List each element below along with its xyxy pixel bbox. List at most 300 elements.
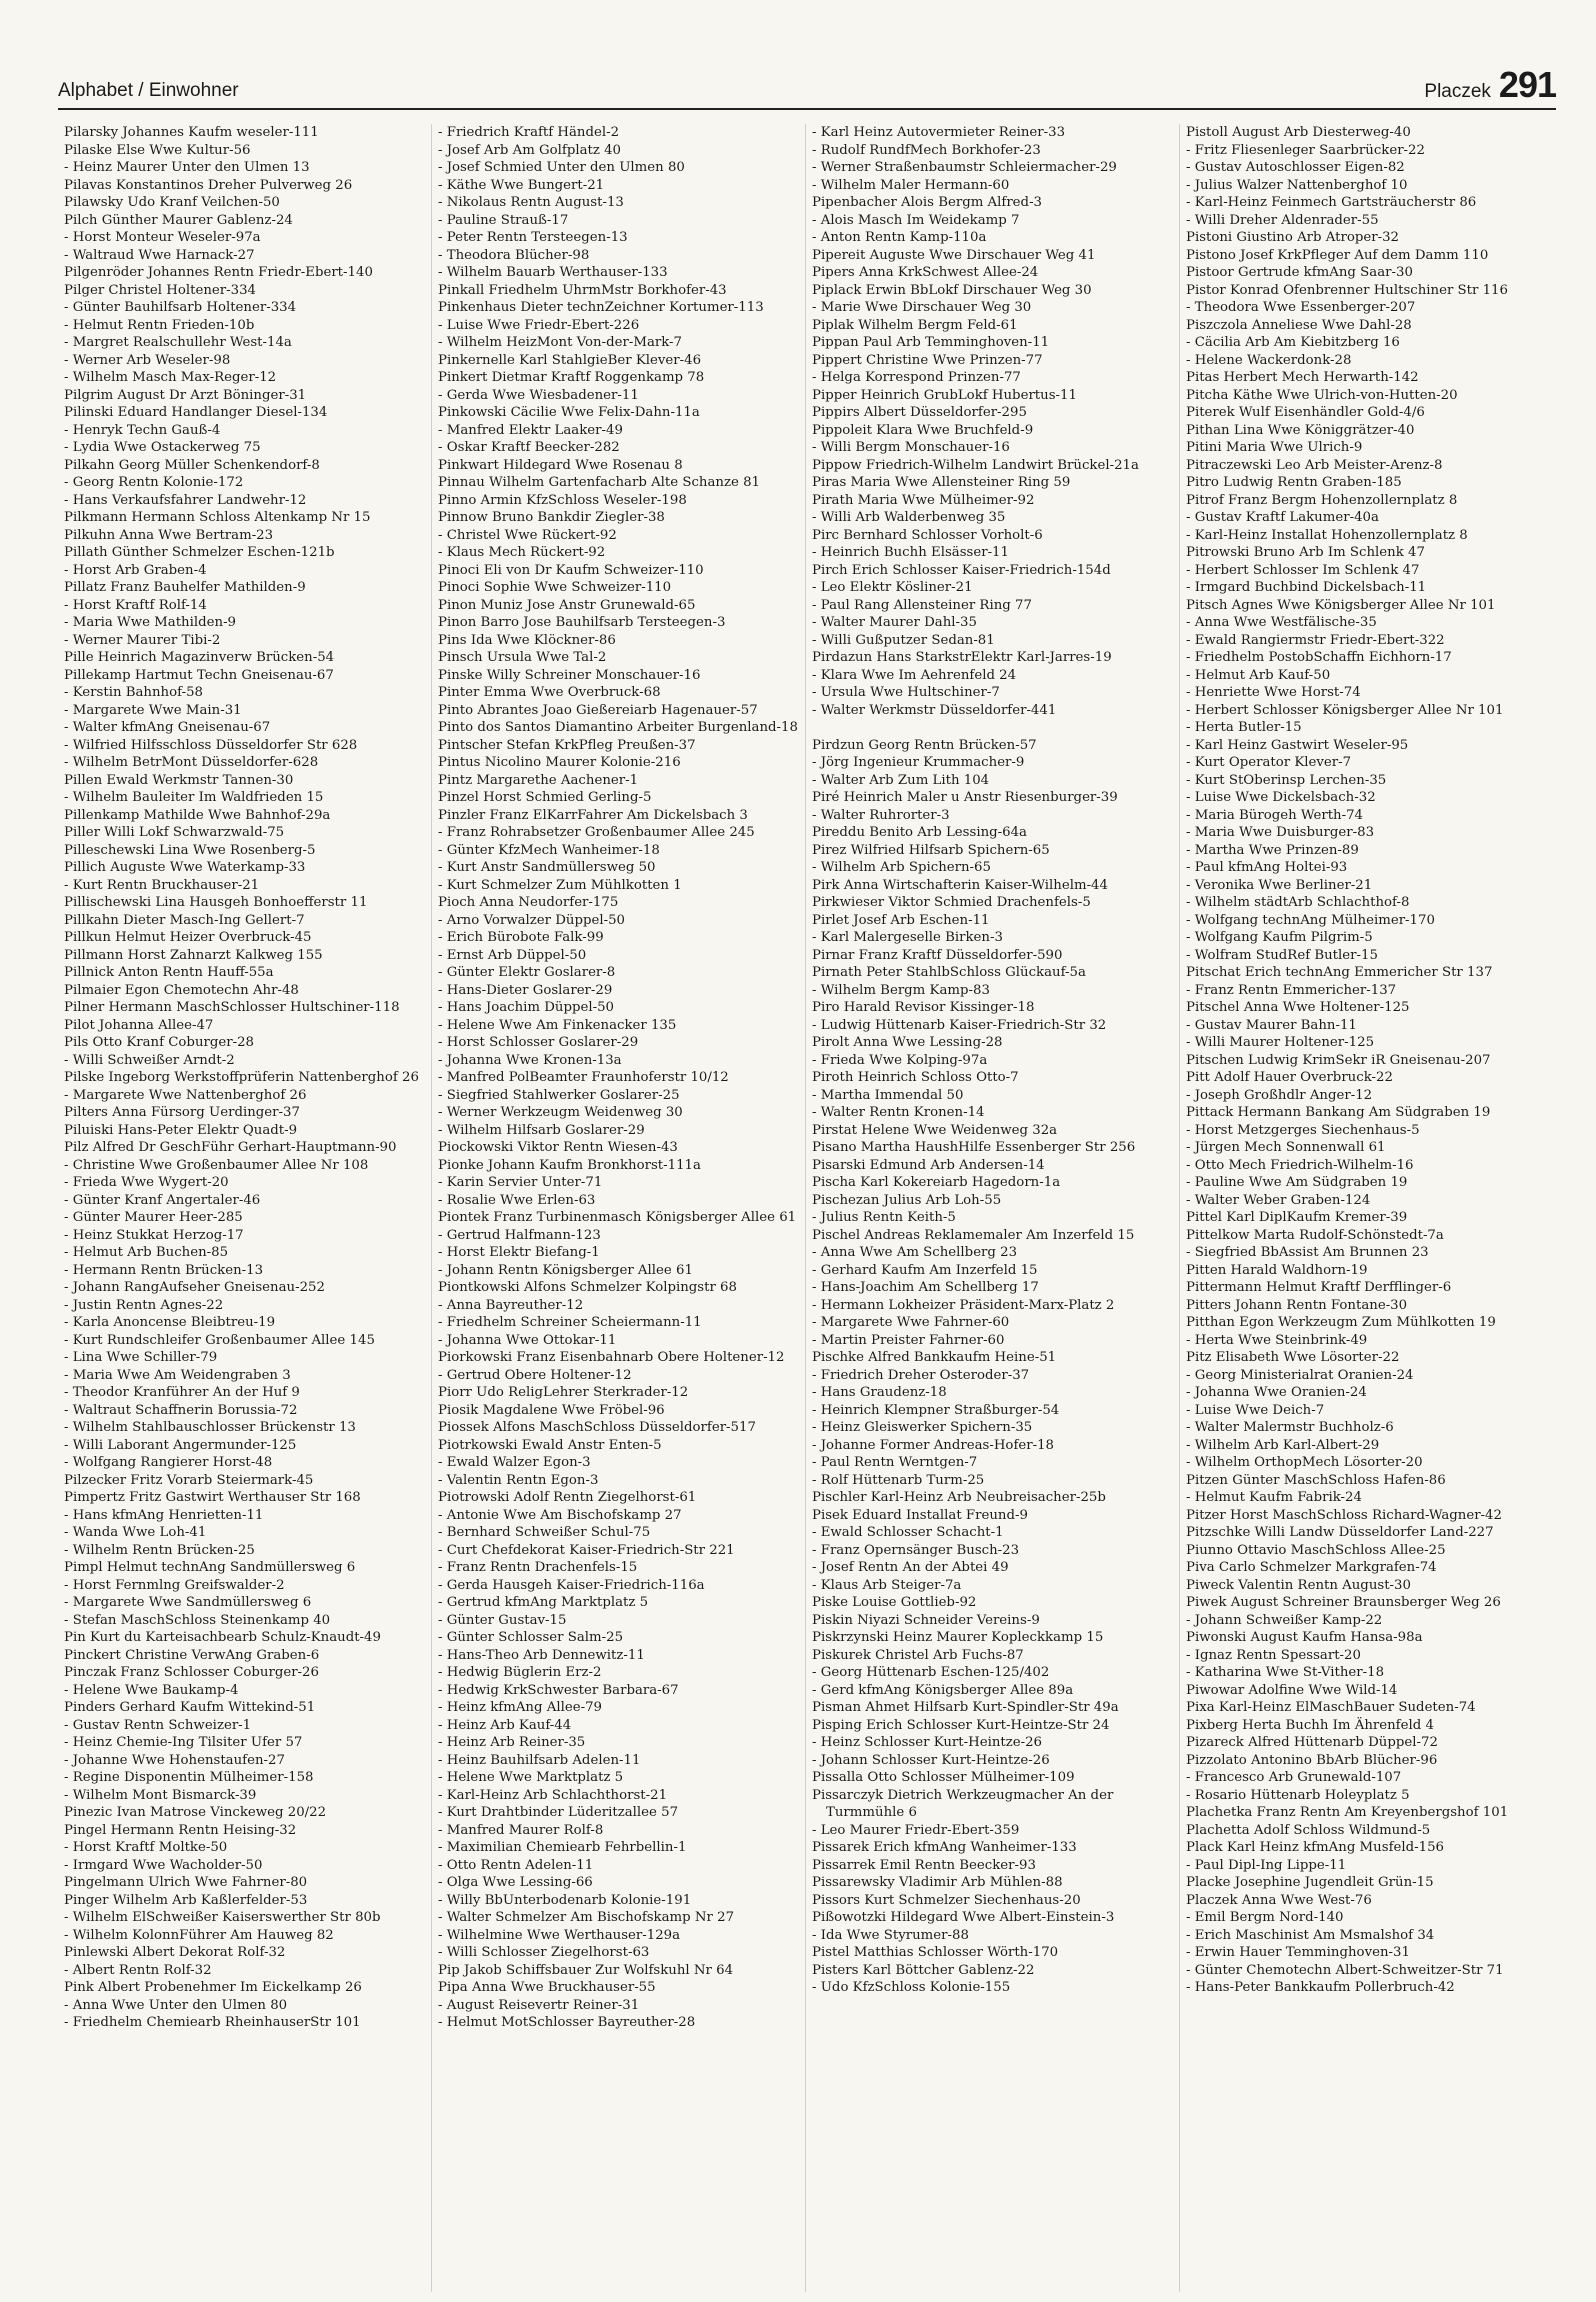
directory-entry: - Heinz kfmAng Allee-79 [438, 1700, 602, 1715]
directory-entry: - Luise Wwe Deich-7 [1186, 1402, 1325, 1418]
directory-entry: - Friedrich Dreher Osteroder-37 [812, 1367, 1030, 1383]
directory-entry: Pip Jakob Schiffsbauer Zur Wolfskuhl Nr 64 [438, 1962, 734, 1978]
directory-entry: Pilkahn Georg Müller Schenkendorf-8 [64, 457, 320, 473]
directory-entry: Pitschel Anna Wwe Holtener-125 [1186, 1000, 1410, 1015]
directory-entry: Pischezan Julius Arb Loh-55 [812, 1192, 1002, 1208]
directory-entry: - Wilhelm Maler Hermann-60 [812, 177, 1010, 193]
directory-entry: - Karl Malergeselle Birken-3 [812, 930, 1003, 945]
directory-entry: Pitzer Horst MaschSchloss Richard-Wagner-42 [1186, 1507, 1502, 1523]
directory-entry: - Wilhelm Mont Bismarck-39 [64, 1787, 257, 1803]
directory-entry: - Günter Bauhilfsarb Holtener-334 [64, 300, 297, 315]
directory-entry: - Maria Wwe Am Weidengraben 3 [64, 1367, 291, 1383]
directory-entry: - August Reisevertr Reiner-31 [438, 1997, 640, 2013]
directory-entry: Plachetta Adolf Schloss Wildmund-5 [1186, 1822, 1431, 1838]
directory-entry: - Kurt StOberinsp Lerchen-35 [1186, 772, 1387, 788]
directory-entry: - Gerd kfmAng Königsberger Allee 89a [812, 1682, 1074, 1698]
directory-entry: - Manfred Maurer Rolf-8 [438, 1822, 604, 1838]
directory-entry: - Karl Heinz Gastwirt Weseler-95 [1186, 737, 1409, 753]
directory-entry: - Franz Rohrabsetzer Großenbaumer Allee 245 [438, 825, 755, 840]
directory-entry: - Hans kfmAng Henrietten-11 [64, 1507, 264, 1523]
directory-entry: - Ewald Rangiermstr Friedr-Ebert-322 [1186, 632, 1445, 648]
directory-entry: Piwek August Schreiner Braunsberger Weg 26 [1186, 1595, 1501, 1610]
directory-entry: - Helene Wwe Marktplatz 5 [438, 1770, 624, 1785]
directory-entry: - Julius Rentn Keith-5 [812, 1210, 956, 1225]
directory-entry: - Helmut Kaufm Fabrik-24 [1186, 1490, 1362, 1505]
directory-entry: - Helmut MotSchlosser Bayreuther-28 [438, 2015, 696, 2030]
directory-entry: Piskrzynski Heinz Maurer Kopleckkamp 15 [812, 1630, 1104, 1645]
directory-entry: - Margarete Wwe Fahrner-60 [812, 1315, 1010, 1330]
directory-entry: - Maria Wwe Mathilden-9 [64, 615, 237, 630]
directory-entry: Piszczola Anneliese Wwe Dahl-28 [1186, 317, 1412, 333]
directory-entry: - Kurt Schmelzer Zum Mühlkotten 1 [438, 877, 682, 893]
directory-entry: - Rosalie Wwe Erlen-63 [438, 1192, 596, 1208]
directory-entry: - Ludwig Hüttenarb Kaiser-Friedrich-Str 32 [812, 1017, 1107, 1033]
directory-entry: Piroth Heinrich Schloss Otto-7 [812, 1070, 1019, 1085]
directory-entry: Pissalla Otto Schlosser Mülheimer-109 [812, 1770, 1075, 1785]
directory-entry: - Erich Maschinist Am Msmalshof 34 [1186, 1927, 1435, 1943]
directory-entry: - Alois Masch Im Weidekamp 7 [812, 212, 1020, 228]
directory-entry: - Hans-Peter Bankkaufm Pollerbruch-42 [1186, 1980, 1455, 1995]
directory-entry: - Friedhelm PostobSchaffn Eichhorn-17 [1186, 650, 1452, 665]
directory-entry: Pithan Lina Wwe Königgrätzer-40 [1186, 422, 1415, 438]
directory-entry: - Theodor Kranführer An der Huf 9 [64, 1385, 300, 1400]
directory-entry: Pittack Hermann Bankang Am Südgraben 19 [1186, 1105, 1491, 1120]
directory-entry: - Anna Wwe Unter den Ulmen 80 [64, 1997, 288, 2013]
directory-entry: Piunno Ottavio MaschSchloss Allee-25 [1186, 1542, 1446, 1558]
directory-entry: - Walter Malermstr Buchholz-6 [1186, 1420, 1394, 1435]
directory-entry: - Gustav Kraftf Lakumer-40a [1186, 510, 1379, 525]
directory-entry: - Walter Werkmstr Düsseldorfer-441 [812, 702, 1057, 718]
directory-entry: Pissarewsky Vladimir Arb Mühlen-88 [812, 1875, 1063, 1890]
directory-entry: - Hermann Lokheizer Präsident-Marx-Platz 2 [812, 1297, 1115, 1313]
directory-entry: - Francesco Arb Grunewald-107 [1186, 1770, 1402, 1785]
directory-entry: - Gustav Rentn Schweizer-1 [64, 1717, 252, 1733]
directory-entry: Pimpertz Fritz Gastwirt Werthauser Str 168 [64, 1490, 361, 1505]
directory-entry: Pinoci Sophie Wwe Schweizer-110 [438, 580, 672, 595]
directory-entry: Piterek Wulf Eisenhändler Gold-4/6 [1186, 405, 1425, 420]
directory-entry: - Gertrud Halfmann-123 [438, 1227, 601, 1243]
directory-entry: - Helmut Arb Kauf-50 [1186, 667, 1331, 683]
directory-entry: - Friedrich Kraftf Händel-2 [438, 125, 620, 140]
directory-entry: - Kurt Rentn Bruckhauser-21 [64, 877, 260, 893]
directory-entry: - Gustav Autoschlosser Eigen-82 [1186, 160, 1405, 175]
directory-entry: - Walter kfmAng Gneisenau-67 [64, 720, 271, 735]
directory-entry: - Willi Schlosser Ziegelhorst-63 [438, 1945, 650, 1960]
directory-entry: - Wilhelm Arb Spichern-65 [812, 860, 991, 875]
directory-entry: - Siegfried BbAssist Am Brunnen 23 [1186, 1245, 1429, 1260]
directory-entry: - Henriette Wwe Horst-74 [1186, 685, 1361, 700]
directory-entry: - Walter Weber Graben-124 [1186, 1192, 1371, 1208]
directory-entry: - Georg Hüttenarb Eschen-125/402 [812, 1665, 1050, 1680]
directory-entry: Placke Josephine Jugendleit Grün-15 [1186, 1875, 1434, 1890]
directory-entry: Pillath Günther Schmelzer Eschen-121b [64, 545, 335, 560]
column-1 [58, 124, 432, 2292]
directory-entry: Pionke Johann Kaufm Bronkhorst-111a [438, 1157, 701, 1173]
directory-entry: - Walter Ruhrorter-3 [812, 807, 950, 823]
directory-entry: Pipenbacher Alois Bergm Alfred-3 [812, 195, 1043, 210]
directory-entry: Pistor Konrad Ofenbrenner Hultschiner Str 116 [1186, 282, 1508, 298]
directory-entry: - Johanna Wwe Ottokar-11 [438, 1332, 617, 1348]
directory-entry: Pittelkow Marta Rudolf-Schönstedt-7a [1186, 1227, 1444, 1243]
directory-entry: - Willi Gußputzer Sedan-81 [812, 632, 995, 648]
directory-entry: Pirk Anna Wirtschafterin Kaiser-Wilhelm-44 [812, 877, 1108, 893]
directory-entry: - Horst Monteur Weseler-97a [64, 230, 261, 245]
directory-entry: - Frieda Wwe Kolping-97a [812, 1052, 988, 1068]
directory-entry: Pitthan Egon Werkzeugm Zum Mühlkotten 19 [1186, 1315, 1496, 1330]
directory-entry: - Franz Rentn Emmericher-137 [1186, 982, 1397, 998]
directory-entry: - Werner Werkzeugm Weidenweg 30 [438, 1105, 683, 1120]
directory-entry: - Günter Chemotechn Albert-Schweitzer-Str 71 [1186, 1962, 1504, 1978]
directory-entry: Pinkall Friedhelm UhrmMstr Borkhofer-43 [438, 282, 727, 298]
directory-entry: Pittel Karl DiplKaufm Kremer-39 [1186, 1210, 1408, 1225]
directory-entry: Pinto Abrantes Joao Gießereiarb Hagenauer-57 [438, 702, 758, 718]
directory-entry: Pingel Hermann Rentn Heising-32 [64, 1822, 297, 1838]
directory-entry: - Günter Kranf Angertaler-46 [64, 1192, 261, 1208]
directory-entry: - Wilhelm KolonnFührer Am Hauweg 82 [64, 1927, 334, 1943]
directory-entry: Pink Albert Probenehmer Im Eickelkamp 26 [64, 1980, 362, 1995]
directory-entry: Pinzel Horst Schmied Gerling-5 [438, 790, 652, 805]
directory-entry: - Willi Laborant Angermunder-125 [64, 1437, 297, 1453]
directory-entry: Piosik Magdalene Wwe Fröbel-96 [438, 1402, 665, 1418]
directory-entry: - Margarete Wwe Main-31 [64, 702, 242, 718]
directory-entry: - Heinz Arb Kauf-44 [438, 1717, 572, 1733]
directory-entry: Pinnow Bruno Bankdir Ziegler-38 [438, 510, 665, 525]
directory-entry: - Johanne Wwe Hohenstaufen-27 [64, 1752, 285, 1768]
directory-entry: Pilarsky Johannes Kaufm weseler-111 [64, 125, 319, 140]
directory-entry: Pipa Anna Wwe Bruckhauser-55 [438, 1980, 656, 1995]
directory-entry: Pioch Anna Neudorfer-175 [438, 895, 619, 910]
directory-entry: Pilot Johanna Allee-47 [64, 1017, 214, 1033]
directory-entry: Pitzen Günter MaschSchloss Hafen-86 [1186, 1472, 1446, 1488]
directory-entry: Pisters Karl Böttcher Gablenz-22 [812, 1962, 1035, 1978]
directory-entry: Pinzler Franz ElKarrFahrer Am Dickelsbach 3 [438, 807, 748, 823]
directory-entry: Piplack Erwin BbLokf Dirschauer Weg 30 [812, 282, 1092, 298]
directory-entry: - Antonie Wwe Am Bischofskamp 27 [438, 1507, 682, 1523]
directory-entry: Pilger Christel Holtener-334 [64, 282, 257, 298]
directory-entry: - Horst Elektr Biefang-1 [438, 1245, 600, 1260]
directory-entry: - Veronika Wwe Berliner-21 [1186, 877, 1373, 893]
directory-entry: - Wilhelm BetrMont Düsseldorfer-628 [64, 755, 319, 770]
directory-entry: - Heinz Schlosser Kurt-Heintze-26 [812, 1735, 1043, 1750]
directory-entry: Pilz Alfred Dr GeschFühr Gerhart-Hauptmann-90 [64, 1140, 397, 1155]
directory-entry: - Lina Wwe Schiller-79 [64, 1350, 218, 1365]
directory-entry: Pinders Gerhard Kaufm Wittekind-51 [64, 1700, 316, 1715]
directory-entry: Pitcha Käthe Wwe Ulrich-von-Hutten-20 [1186, 387, 1458, 403]
directory-entry: - Kurt Rundschleifer Großenbaumer Allee 145 [64, 1332, 375, 1348]
directory-entry: - Walter Arb Zum Lith 104 [812, 772, 990, 788]
directory-entry: - Hedwig Büglerin Erz-2 [438, 1665, 602, 1680]
directory-entry: Pischa Karl Kokereiarb Hagedorn-1a [812, 1175, 1061, 1190]
directory-entry: - Wilhelm ElSchweißer Kaiserswerther Str 80b [64, 1910, 381, 1925]
directory-entry: - Wolfram StudRef Butler-15 [1186, 947, 1378, 963]
directory-entry: Piossek Alfons MaschSchloss Düsseldorfer-517 [438, 1420, 756, 1435]
directory-entry: - Margarete Wwe Nattenberghof 26 [64, 1087, 307, 1103]
directory-entry: Piontek Franz Turbinenmasch Königsberger Allee 61 [438, 1210, 797, 1225]
directory-entry: - Arno Vorwalzer Düppel-50 [438, 912, 626, 928]
directory-entry: Pillenkamp Mathilde Wwe Bahnhof-29a [64, 807, 331, 823]
directory-entry: Pissors Kurt Schmelzer Siechenhaus-20 [812, 1892, 1081, 1908]
directory-entry: Pilkmann Hermann Schloss Altenkamp Nr 15 [64, 510, 371, 525]
page-number: 291 [1498, 64, 1556, 105]
directory-entry: - Wolfgang technAng Mülheimer-170 [1186, 912, 1435, 928]
directory-entry: - Helene Wwe Am Finkenacker 135 [438, 1017, 677, 1033]
directory-entry: Piske Louise Gottlieb-92 [812, 1595, 977, 1610]
directory-entry: - Paul Rentn Werntgen-7 [812, 1455, 978, 1470]
directory-entry: Plachetka Franz Rentn Am Kreyenbergshof 101 [1186, 1805, 1509, 1820]
directory-entry: Pissarrek Emil Rentn Beecker-93 [812, 1857, 1036, 1873]
directory-entry: - Walter Maurer Dahl-35 [812, 615, 977, 630]
directory-entry: - Pauline Strauß-17 [438, 212, 569, 228]
directory-entry: - Gertrud kfmAng Marktplatz 5 [438, 1595, 649, 1610]
directory-entry: - Günter Schlosser Salm-25 [438, 1630, 624, 1645]
directory-entry: Piweck Valentin Rentn August-30 [1186, 1577, 1411, 1593]
directory-entry: Pils Otto Kranf Coburger-28 [64, 1035, 255, 1050]
directory-entry: - Walter Rentn Kronen-14 [812, 1105, 985, 1120]
directory-entry: Pirolt Anna Wwe Lessing-28 [812, 1035, 1003, 1050]
directory-entry: Pissarczyk Dietrich Werkzeugmacher An der Turmmühle 6 [812, 1787, 1114, 1820]
directory-entry: - Christel Wwe Rückert-92 [438, 527, 617, 543]
directory-entry: Pitschat Erich technAng Emmericher Str 137 [1186, 965, 1493, 980]
directory-entry: Pistoni Giustino Arb Atroper-32 [1186, 230, 1399, 245]
directory-entry: - Helene Wackerdonk-28 [1186, 352, 1352, 368]
directory-entry: - Georg Rentn Kolonie-172 [64, 475, 244, 490]
directory-entry: - Ernst Arb Düppel-50 [438, 947, 587, 963]
directory-entry: Pinon Barro Jose Bauhilfsarb Tersteegen-3 [438, 615, 726, 630]
directory-entry: - Regine Disponentin Mülheimer-158 [64, 1770, 314, 1785]
directory-entry: - Cäcilia Arb Am Kiebitzberg 16 [1186, 335, 1400, 350]
directory-entry: Pins Ida Wwe Klöckner-86 [438, 632, 616, 648]
directory-entry: - Otto Rentn Adelen-11 [438, 1857, 594, 1873]
directory-entry: - Peter Rentn Tersteegen-13 [438, 230, 628, 245]
directory-entry: Pilmaier Egon Chemotechn Ahr-48 [64, 982, 299, 998]
directory-entry: Pilavas Konstantinos Dreher Pulverweg 26 [64, 177, 353, 193]
directory-entry: - Hedwig KrkSchwester Barbara-67 [438, 1682, 679, 1698]
directory-entry: - Martha Immendal 50 [812, 1087, 964, 1103]
directory-entry: Pinckert Christine VerwAng Graben-6 [64, 1647, 320, 1663]
directory-entry: Pinlewski Albert Dekorat Rolf-32 [64, 1945, 286, 1960]
directory-entry: Pinoci Eli von Dr Kaufm Schweizer-110 [438, 562, 704, 578]
directory-entry: Pillmann Horst Zahnarzt Kalkweg 155 [64, 947, 323, 963]
directory-entry: - Gerda Wwe Wiesbadener-11 [438, 387, 639, 403]
directory-entry: - Wilfried Hilfsschloss Düsseldorfer Str 628 [64, 737, 358, 753]
directory-entry: Pittermann Helmut Kraftf Derfflinger-6 [1186, 1280, 1452, 1295]
directory-entry: - Karin Servier Unter-71 [438, 1175, 603, 1190]
directory-entry: - Hans Verkaufsfahrer Landwehr-12 [64, 492, 307, 508]
directory-entry: - Heinz Bauhilfsarb Adelen-11 [438, 1752, 641, 1768]
directory-entry: - Karl-Heinz Installat Hohenzollernplatz 8 [1186, 527, 1468, 543]
directory-entry: - Ida Wwe Styrumer-88 [812, 1927, 969, 1943]
directory-entry: Pirez Wilfried Hilfsarb Spichern-65 [812, 842, 1050, 858]
directory-entry: Pinno Armin KfzSchloss Weseler-198 [438, 492, 687, 508]
directory-entry: - Franz Rentn Drachenfels-15 [438, 1560, 638, 1575]
directory-entry: - Theodora Blücher-98 [438, 247, 590, 263]
directory-entry: - Gerhard Kaufm Am Inzerfeld 15 [812, 1262, 1038, 1278]
directory-entry: Pischel Andreas Reklamemaler Am Inzerfeld 15 [812, 1227, 1135, 1243]
directory-entry: - Wilhelm Arb Karl-Albert-29 [1186, 1437, 1380, 1453]
directory-entry: - Maria Wwe Duisburger-83 [1186, 825, 1375, 840]
directory-entry: - Günter KfzMech Wanheimer-18 [438, 842, 660, 858]
directory-entry: - Ewald Walzer Egon-3 [438, 1455, 591, 1470]
directory-entry: - Albert Rentn Rolf-32 [64, 1962, 212, 1978]
directory-entry: Pilters Anna Fürsorg Uerdinger-37 [64, 1105, 300, 1120]
directory-entry: - Luise Wwe Dickelsbach-32 [1186, 790, 1376, 805]
directory-entry: - Anton Rentn Kamp-110a [812, 230, 987, 245]
directory-entry: Pillich Auguste Wwe Waterkamp-33 [64, 860, 306, 875]
directory-entry: - Gertrud Obere Holtener-12 [438, 1367, 632, 1383]
directory-entry: - Karla Anoncense Bleibtreu-19 [64, 1315, 276, 1330]
directory-entry: Pipper Heinrich GrubLokf Hubertus-11 [812, 387, 1077, 403]
directory-entry: - Hans Graudenz-18 [812, 1385, 947, 1400]
directory-entry: Pirstat Helene Wwe Weidenweg 32a [812, 1122, 1058, 1138]
directory-entry: Pirch Erich Schlosser Kaiser-Friedrich-154d [812, 562, 1111, 578]
directory-entry: Pintus Nicolino Maurer Kolonie-216 [438, 755, 681, 770]
directory-entry: - Ignaz Rentn Spessart-20 [1186, 1647, 1361, 1663]
page-name: Placzek [1424, 81, 1491, 102]
directory-entry: - Karl Heinz Autovermieter Reiner-33 [812, 125, 1066, 140]
directory-entry: Piva Carlo Schmelzer Markgrafen-74 [1186, 1560, 1437, 1575]
directory-entry: Pitro Ludwig Rentn Graben-185 [1186, 475, 1402, 490]
directory-entry: - Rosario Hüttenarb Holeyplatz 5 [1186, 1787, 1410, 1803]
directory-entry: - Wanda Wwe Loh-41 [64, 1525, 207, 1540]
directory-entry: Piskin Niyazi Schneider Vereins-9 [812, 1612, 1040, 1628]
directory-entry: - Wilhelm städtArb Schlachthof-8 [1186, 895, 1410, 910]
directory-entry: - Willi Dreher Aldenrader-55 [1186, 212, 1379, 228]
directory-entry: Pitschen Ludwig KrimSekr iR Gneisenau-207 [1186, 1052, 1491, 1068]
directory-entry: - Wolfgang Kaufm Pilgrim-5 [1186, 930, 1373, 945]
directory-entry: - Jörg Ingenieur Krummacher-9 [812, 755, 1025, 770]
directory-entry: - Johann RangAufseher Gneisenau-252 [64, 1280, 325, 1295]
directory-entry: - Luise Wwe Friedr-Ebert-226 [438, 317, 640, 333]
directory-entry: - Friedhelm Schreiner Scheiermann-11 [438, 1315, 702, 1330]
directory-entry: - Bernhard Schweißer Schul-75 [438, 1525, 651, 1540]
directory-entry: Pizzolato Antonino BbArb Blücher-96 [1186, 1752, 1438, 1768]
directory-entry: Pilgrim August Dr Arzt Böninger-31 [64, 387, 307, 403]
directory-entry: Pipers Anna KrkSchwest Allee-24 [812, 265, 1039, 280]
directory-entry: - Waltraud Wwe Harnack-27 [64, 247, 255, 263]
directory-entry: Pinkert Dietmar Kraftf Roggenkamp 78 [438, 370, 705, 385]
directory-entry: Piro Harald Revisor Kissinger-18 [812, 1000, 1035, 1015]
directory-entry: Piwonski August Kaufm Hansa-98a [1186, 1630, 1423, 1645]
directory-entry: Pinske Willy Schreiner Monschauer-16 [438, 667, 701, 683]
directory-entry: Piorkowski Franz Eisenbahnarb Obere Holtener-12 [438, 1350, 785, 1365]
directory-entry: Pirnath Peter StahlbSchloss Glückauf-5a [812, 965, 1086, 980]
directory-entry: Pinger Wilhelm Arb Kaßlerfelder-53 [64, 1892, 308, 1908]
directory-entry: Pilaske Else Wwe Kultur-56 [64, 142, 251, 158]
directory-entry: Pippan Paul Arb Temminghoven-11 [812, 335, 1050, 350]
directory-entry: - Kerstin Bahnhof-58 [64, 685, 203, 700]
directory-entry: - Heinz Gleiswerker Spichern-35 [812, 1420, 1033, 1435]
directory-entry: Pirc Bernhard Schlosser Vorholt-6 [812, 527, 1043, 543]
directory-entry: Pisping Erich Schlosser Kurt-Heintze-Str 24 [812, 1717, 1110, 1733]
directory-entry: - Maximilian Chemiearb Fehrbellin-1 [438, 1840, 687, 1855]
directory-entry: - Anna Wwe Westfälische-35 [1186, 615, 1377, 630]
directory-entry: Pirdzun Georg Rentn Brücken-57 [812, 737, 1037, 753]
directory-entry: - Wilhelm Masch Max-Reger-12 [64, 370, 277, 385]
directory-entry: Pinto dos Santos Diamantino Arbeiter Burgenland-18 [438, 720, 798, 735]
directory-columns [58, 124, 1556, 2292]
directory-entry: - Hans-Dieter Goslarer-29 [438, 982, 613, 998]
directory-entry: - Kurt Drahtbinder Lüderitzallee 57 [438, 1805, 679, 1820]
directory-entry: Pitrowski Bruno Arb Im Schlenk 47 [1186, 545, 1425, 560]
directory-entry: Pitters Johann Rentn Fontane-30 [1186, 1297, 1408, 1313]
directory-entry: - Helmut Rentn Frieden-10b [64, 317, 255, 333]
directory-entry: Pistono Josef KrkPfleger Auf dem Damm 110 [1186, 247, 1489, 263]
directory-entry: Pinczak Franz Schlosser Coburger-26 [64, 1665, 319, 1680]
directory-entry: - Werner Maurer Tibi-2 [64, 632, 221, 648]
directory-entry: - Walter Schmelzer Am Bischofskamp Nr 27 [438, 1910, 735, 1925]
directory-entry: - Wilhelm Hilfsarb Goslarer-29 [438, 1122, 645, 1138]
directory-entry: - Herta Butler-15 [1186, 720, 1302, 735]
directory-entry: Pimpl Helmut technAng Sandmüllersweg 6 [64, 1560, 356, 1575]
directory-entry: - Justin Rentn Agnes-22 [64, 1297, 224, 1313]
directory-entry: - Johann Rentn Königsberger Allee 61 [438, 1262, 693, 1278]
directory-entry: - Hermann Rentn Brücken-13 [64, 1262, 264, 1278]
directory-entry: Pissarek Erich kfmAng Wanheimer-133 [812, 1840, 1077, 1855]
directory-entry: - Willi Maurer Holtener-125 [1186, 1035, 1375, 1050]
column-3 [806, 124, 1180, 2292]
directory-entry: - Johanna Wwe Kronen-13a [438, 1052, 622, 1068]
directory-entry: - Franz Opernsänger Busch-23 [812, 1542, 1020, 1558]
directory-entry: Pinsch Ursula Wwe Tal-2 [438, 650, 607, 665]
directory-entry: Pilleschewski Lina Wwe Rosenberg-5 [64, 842, 316, 858]
directory-entry: Pitt Adolf Hauer Overbruck-22 [1186, 1070, 1393, 1085]
directory-entry: - Irmgard Wwe Wacholder-50 [64, 1857, 263, 1873]
directory-entry: Pilske Ingeborg Werkstoffprüferin Nattenberghof 26 [64, 1070, 419, 1085]
directory-entry: Piskurek Christel Arb Fuchs-87 [812, 1647, 1024, 1663]
directory-entry: Piwowar Adolfine Wwe Wild-14 [1186, 1682, 1398, 1698]
directory-entry: - Ewald Schlosser Schacht-1 [812, 1525, 1004, 1540]
directory-entry: - Helmut Arb Buchen-85 [64, 1245, 229, 1260]
directory-entry: Pinnau Wilhelm Gartenfacharb Alte Schanze 81 [438, 475, 760, 490]
directory-entry: - Horst Schlosser Goslarer-29 [438, 1035, 639, 1050]
directory-entry: Pisano Martha HaushHilfe Essenberger Str 256 [812, 1140, 1136, 1155]
directory-entry: - Manfred Elektr Laaker-49 [438, 422, 623, 438]
directory-entry: Pirdazun Hans StarkstrElektr Karl-Jarres-19 [812, 650, 1112, 665]
directory-entry: Pillen Ewald Werkmstr Tannen-30 [64, 772, 294, 788]
directory-entry: - Anna Bayreuther-12 [438, 1297, 584, 1313]
directory-entry: Plack Karl Heinz kfmAng Musfeld-156 [1186, 1840, 1444, 1855]
directory-entry: Pirlet Josef Arb Eschen-11 [812, 912, 990, 928]
directory-entry: - Siegfried Stahlwerker Goslarer-25 [438, 1087, 680, 1103]
directory-entry: - Georg Ministerialrat Oranien-24 [1186, 1367, 1414, 1383]
directory-entry: Pinezic Ivan Matrose Vinckeweg 20/22 [64, 1805, 327, 1820]
directory-entry: - Heinz Arb Reiner-35 [438, 1735, 586, 1750]
directory-entry: Pitsch Agnes Wwe Königsberger Allee Nr 101 [1186, 597, 1496, 613]
directory-entry: Pitini Maria Wwe Ulrich-9 [1186, 440, 1363, 455]
directory-entry: Pilkuhn Anna Wwe Bertram-23 [64, 527, 274, 543]
directory-entry: - Ursula Wwe Hultschiner-7 [812, 685, 1000, 700]
directory-entry: - Wilhelmine Wwe Werthauser-129a [438, 1927, 681, 1943]
directory-entry: - Margarete Wwe Sandmüllersweg 6 [64, 1595, 312, 1610]
directory-entry: Pilgenröder Johannes Rentn Friedr-Ebert-140 [64, 265, 373, 280]
directory-entry: - Katharina Wwe St-Vither-18 [1186, 1665, 1385, 1680]
directory-entry: Pillnick Anton Rentn Hauff-55a [64, 965, 274, 980]
directory-entry: Piller Willi Lokf Schwarzwald-75 [64, 825, 285, 840]
directory-entry: - Heinz Chemie-Ing Tilsiter Ufer 57 [64, 1735, 303, 1750]
directory-entry: - Günter Gustav-15 [438, 1612, 567, 1628]
directory-entry: - Fritz Fliesenleger Saarbrücker-22 [1186, 142, 1425, 158]
directory-entry: Pinkwart Hildegard Wwe Rosenau 8 [438, 457, 683, 473]
directory-entry: - Heinrich Buchh Elsässer-11 [812, 545, 1009, 560]
directory-entry: - Horst Kraftf Rolf-14 [64, 597, 207, 613]
directory-entry: Piontkowski Alfons Schmelzer Kolpingstr 68 [438, 1280, 737, 1295]
directory-entry: - Valentin Rentn Egon-3 [438, 1472, 599, 1488]
directory-entry: Pilawsky Udo Kranf Veilchen-50 [64, 195, 280, 210]
directory-entry: - Marie Wwe Dirschauer Weg 30 [812, 300, 1032, 315]
directory-entry: Pippert Christine Wwe Prinzen-77 [812, 352, 1043, 368]
directory-entry: Pipereit Auguste Wwe Dirschauer Weg 41 [812, 247, 1096, 263]
directory-entry: - Johanna Wwe Oranien-24 [1186, 1385, 1367, 1400]
